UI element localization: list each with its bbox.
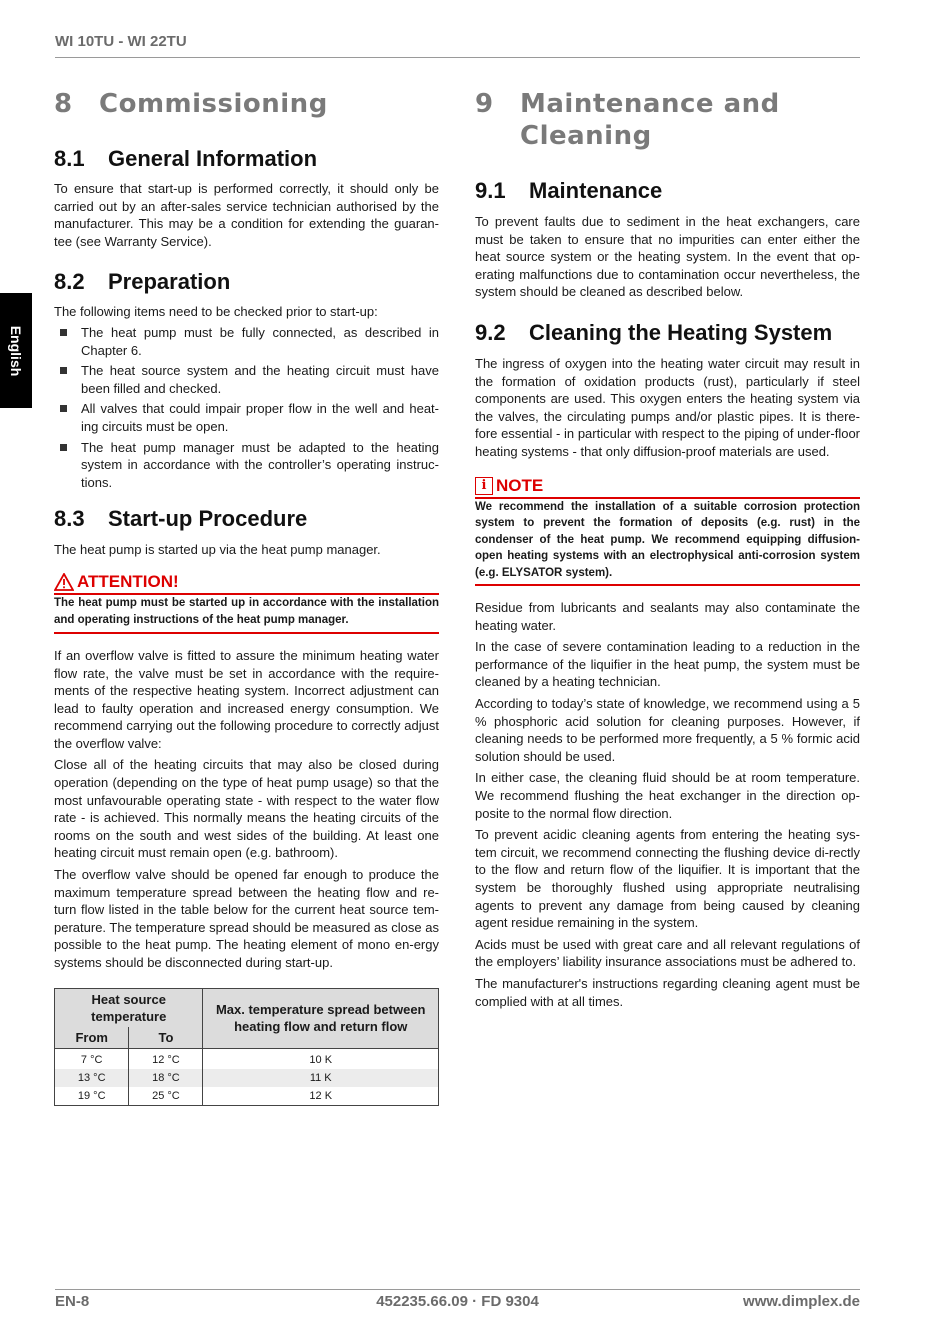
cleaning-heating-system-text: The ingress of oxygen into the heating water circuit may result in the formation of oxidation products (rust), particularly if steel components are used. This oxygen enters the heating system via the valves, the circulating pumps and/or plastic pipes. It is there-fore essential - in particular with respect to the piping of under-floor heating systems - that only diffusion-proof materials are used. [475,355,860,459]
general-information-text: To ensure that start-up is performed correctly, it should only be carried out by an after-sales service technician authorised by the manufacturer. This may be a condition for extending the guaran-tee (see Warranty Service). [54,181,439,249]
page-footer [55,1289,860,1314]
overflow-valve-paragraph: If an overflow valve is fitted to assure the minimum heating water flow rate, the valve must be set in accordance with the require-ments of the respective heating system. Incorrect adjustment can lead to faulty operation and increased energy consumption. We recommend carrying out the following procedure to correctly adjust the overflow valve: [54,647,439,751]
from-cell: 7 °C [55,1048,129,1069]
spread-cell: 10 K [203,1048,439,1069]
table-row [55,1069,439,1087]
attention-header [54,572,439,595]
list-item: The heat source system and the heating circuit must have been filled and checked. [54,362,439,397]
chapter-number: 8 [54,89,73,119]
preparation-checklist [54,324,439,491]
from-cell: 13 °C [55,1069,129,1087]
spread-cell: 11 K [203,1069,439,1087]
section-number: 9.1 [475,178,506,203]
warning-triangle-icon [54,573,74,591]
document-title: WI 10TU - WI 22TU [55,33,187,50]
contamination-paragraph: In the case of severe contamination leading to a reduction in the performance of the liquifier in the heat pump, the system must be cleaned by a heating technician. [475,639,860,690]
heat-source-header: Heat source temperature [55,988,203,1027]
section-9-1-heading [475,177,860,205]
maintenance-text: To prevent faults due to sediment in the heat exchangers, care must be taken to ensure that no impurities can enter either the heat source system or the heating system. In the event that op-erating malfunctions due to contamination occur nevertheless, the system should be cleaned as described below. [475,214,860,300]
section-title: General Information [108,146,318,171]
chapter-title [520,88,780,152]
language-tab-label: English [8,325,24,376]
temperature-spread-table [54,988,439,1106]
section-title: Start-up Procedure [108,506,308,532]
list-item: All valves that could impair proper flow in the well and heat-ing circuits must be open. [54,400,439,435]
section-number: 8.3 [54,506,85,532]
note-label: NOTE [496,475,544,495]
list-item: The heat pump manager must be adapted to the heating system in accordance with the controller’s operating instruc-tions. [54,439,439,492]
manufacturer-instructions-paragraph: The manufacturer's instructions regarding cleaning agent must be complied with at all times. [475,975,860,1009]
info-icon: i [475,477,493,495]
chapter-8-heading [54,88,439,120]
temperature-spread-paragraph: The overflow valve should be opened far enough to produce the maximum temperature spread between the heating flow and re-turn flow listed in the table below for the current heat source tem-perature. The temperature spread should be measured as close as possible to the heat pump. The heating element of mono en-ergy systems should be disconnected during start-up. [54,867,439,970]
max-spread-header: Max. temperature spread between heating flow and return flow [203,988,439,1048]
note-box [475,476,860,587]
to-cell: 12 °C [129,1048,203,1069]
from-cell: 19 °C [55,1087,129,1106]
acid-solution-paragraph: According to today’s state of knowledge, we recommend using a 5 % phosphoric acid solution for cleaning purposes. However, if cleaning needs to be performed more frequently, a 5 % formic acid solution should be used. [475,696,860,764]
attention-box [54,572,439,634]
to-cell: 25 °C [129,1087,203,1106]
start-up-intro: The heat pump is started up via the heat pump manager. [54,542,381,558]
section-number: 8.2 [54,269,85,295]
note-header [475,476,860,499]
preparation-intro: The following items need to be checked prior to start-up: [54,304,378,320]
section-8-3-heading [54,505,439,533]
section-8-1-heading [54,145,439,173]
attention-text: The heat pump must be started up in accordance with the installation and operating instructions of the heat pump manager. [54,595,439,634]
note-text: We recommend the installation of a suitable corrosion protection system to prevent the formation of deposits (e.g. rust) in the condenser of the heat pump. We recommend equipping diffusion-open heating systems with an electrophysical anti-corrosion system (e.g. ELYSATOR system). [475,499,860,587]
table-row [55,1048,439,1069]
spread-cell: 12 K [203,1087,439,1106]
section-8-2-heading [54,268,439,296]
section-title: Preparation [108,269,231,295]
section-title: Cleaning the Heating System [529,319,833,345]
language-tab [0,293,32,408]
chapter-title-line-2: Cleaning [520,121,652,151]
from-header: From [55,1027,129,1049]
section-title: Maintenance [529,178,663,203]
table-header-row [55,988,439,1027]
chapter-title: Commissioning [99,89,328,119]
left-column [54,88,439,1106]
section-number: 8.1 [54,146,85,171]
chapter-9-heading [475,88,860,152]
document-number: 452235.66.09 · FD 9304 [376,1293,539,1310]
page-header [55,33,860,58]
table-row [55,1087,439,1106]
section-9-2-heading [475,319,860,347]
acid-regulations-paragraph: Acids must be used with great care and all relevant regulations of the employers’ liability insurance associations must be adhered to. [475,936,860,970]
attention-label: ATTENTION! [77,571,179,591]
right-column [475,88,860,1010]
website-link[interactable]: www.dimplex.de [743,1293,860,1310]
flushing-paragraph: To prevent acidic cleaning agents from entering the heating sys-tem circuit, we recommend connecting the flushing device di-rectly to the flow and return flow of the liquifier. It is important that the system be thoroughly flushed using appropriate neutralising agents to prevent any damage from being caused by cleaning agent residue remaining in the system. [475,827,860,931]
chapter-number: 9 [475,89,494,119]
to-header: To [129,1027,203,1049]
section-number: 9.2 [475,319,506,345]
chapter-title-line-1: Maintenance and [520,89,780,119]
residue-paragraph: Residue from lubricants and sealants may also contaminate the heating water. [475,600,860,633]
cleaning-fluid-paragraph: In either case, the cleaning fluid should be at room temperature. We recommend flushing the heat exchanger in the direction op-posite to the normal flow direction. [475,770,860,821]
list-item: The heat pump must be fully connected, as described in Chapter 6. [54,324,439,359]
page-number: EN-8 [55,1293,90,1310]
to-cell: 18 °C [129,1069,203,1087]
heating-circuits-paragraph: Close all of the heating circuits that may also be closed during operation (depending on the type of heat pump usage) so that the most unfavourable operating state - with respect to the water flow rate - is achieved. This normally means the heating circuits of the rooms on the south and west sides of the building. At least one heating circuit must remain open (e.g. bathroom). [54,757,439,861]
